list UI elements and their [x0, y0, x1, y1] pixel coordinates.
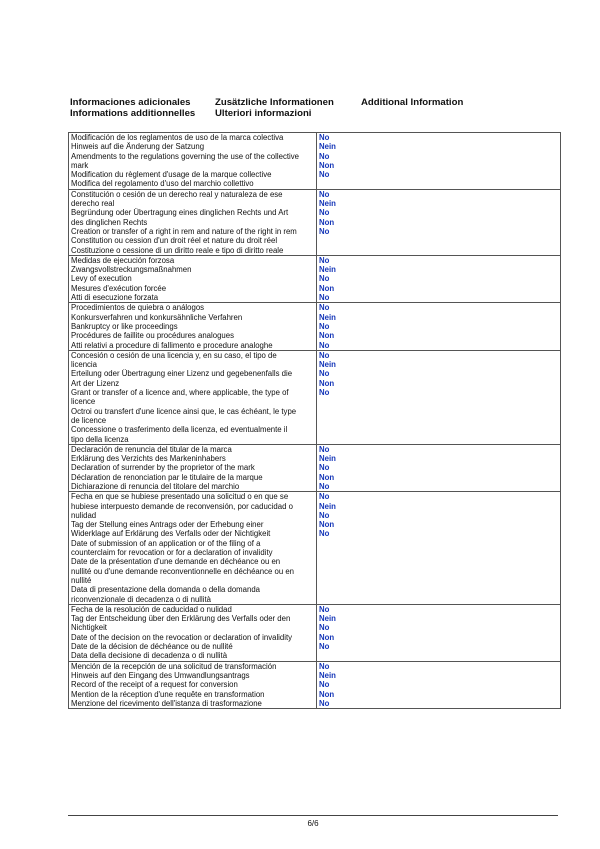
value-line: No	[319, 133, 330, 142]
value-line: Nein	[319, 312, 336, 322]
table-row	[69, 604, 561, 661]
value-line: No	[319, 226, 330, 236]
row-label-cell	[69, 189, 317, 255]
value-line: No	[319, 350, 330, 360]
value-line: Nein	[319, 142, 336, 152]
label-line: Modifica del regolamento d'uso del marchio collettivo	[71, 179, 254, 189]
value-line: Non	[319, 632, 335, 642]
label-line: Constitution ou cession d'un droit réel et nature du droit réel	[71, 236, 278, 246]
row-value-cell	[317, 350, 561, 444]
table-row	[69, 661, 561, 708]
label-line: Concessione o trasferimento della licenza, ed eventualmente il	[71, 425, 288, 435]
label-line: Data della decisione di decadenza o di nullità	[71, 651, 228, 661]
label-line: nullité	[71, 575, 92, 585]
label-line: Atti di esecuzione forzata	[71, 293, 159, 303]
label-line: Erteilung oder Übertragung einer Lizenz und gegebenenfalls die	[71, 369, 293, 379]
value-line: Nein	[319, 199, 336, 209]
label-line: Grant or transfer of a licence and, where applicable, the type of	[71, 388, 289, 398]
label-line: tipo della licenza	[71, 434, 129, 444]
value-line: No	[319, 492, 330, 502]
label-line: Mention de la réception d'une requête en transformation	[71, 689, 265, 699]
label-line: Costituzione o cessione di un diritto reale e tipo di diritto reale	[71, 245, 284, 255]
label-line: Mesures d'exécution forcée	[71, 283, 167, 293]
label-line: Declaration of surrender by the proprietor of the mark	[71, 463, 255, 473]
label-line: Amendments to the regulations governing the use of the collective	[71, 151, 299, 161]
value-line: Non	[319, 378, 335, 388]
header-line: Informaciones adicionales	[70, 97, 191, 108]
value-line: No	[319, 463, 330, 473]
table-row	[69, 444, 561, 491]
value-line: No	[319, 369, 330, 379]
label-line: Date of submission of an application or of the filing of a	[71, 538, 261, 548]
label-line: de licence	[71, 415, 107, 425]
value-line: Nein	[319, 670, 336, 680]
label-line: Art der Lizenz	[71, 378, 120, 388]
value-line: Non	[319, 217, 335, 227]
row-value-cell	[317, 255, 561, 302]
table-row	[69, 189, 561, 255]
value-line: Non	[319, 520, 335, 530]
label-line: Procédures de faillite ou procédures analogues	[71, 331, 234, 341]
label-line: Begründung oder Übertragung eines dinglichen Rechts und Art	[71, 208, 289, 218]
label-line: Fecha de la resolución de caducidad o nulidad	[71, 604, 232, 614]
value-line: Nein	[319, 614, 336, 624]
label-line: Widerklage auf Erklärung des Verfalls oder der Nichtigkeit	[71, 529, 271, 539]
label-line: counterclaim for revocation or for a declaration of invalidity	[71, 548, 273, 558]
value-line: Nein	[319, 454, 336, 464]
value-line: Non	[319, 160, 335, 170]
value-line: No	[319, 680, 330, 690]
table-row	[69, 492, 561, 605]
value-line: Nein	[319, 501, 336, 511]
row-value-cell	[317, 189, 561, 255]
table-row	[69, 350, 561, 444]
label-line: Tag der Entscheidung über den Erklärung des Verfalls oder den	[71, 614, 291, 624]
label-line: Dichiarazione di renuncia del titolare del marchio	[71, 481, 240, 491]
value-line: No	[319, 698, 330, 708]
row-value-cell	[317, 604, 561, 661]
label-line: Levy of execution	[71, 274, 132, 284]
label-line: Menzione del ricevimento dell'istanza di trasformazione	[71, 698, 262, 708]
value-line: No	[319, 255, 330, 265]
value-line: No	[319, 274, 330, 284]
row-label-cell	[69, 350, 317, 444]
table-row	[69, 133, 561, 190]
page-number: 6/6	[307, 819, 319, 828]
header-line: Zusätzliche Informationen	[215, 97, 334, 108]
section-header	[0, 97, 600, 123]
label-line: Mención de la recepción de una solicitud de transformación	[71, 661, 277, 671]
footer-divider	[68, 815, 558, 816]
header-es-fr	[70, 97, 195, 119]
label-line: Déclaration de renonciation par le titulaire de la marque	[71, 472, 263, 482]
label-line: Date of the decision on the revocation or declaration of invalidity	[71, 632, 293, 642]
label-line: Konkursverfahren und konkursähnliche Verfahren	[71, 312, 243, 322]
header-en	[361, 97, 463, 108]
value-line: No	[319, 208, 330, 218]
label-line: Hinweis auf die Änderung der Satzung	[71, 142, 205, 152]
label-line: derecho real	[71, 199, 115, 209]
label-line: Record of the receipt of a request for conversion	[71, 680, 238, 690]
row-value-cell	[317, 303, 561, 350]
header-line: Informations additionnelles	[70, 108, 196, 119]
label-line: Creation or transfer of a right in rem and nature of the right in rem	[71, 226, 297, 236]
label-line: Erklärung des Verzichts des Markeninhabers	[71, 454, 226, 464]
value-line: No	[319, 293, 330, 303]
value-line: No	[319, 642, 330, 652]
value-line: No	[319, 321, 330, 331]
label-line: Modificación de los reglamentos de uso de la marca colectiva	[71, 133, 284, 142]
label-line: Hinweis auf den Eingang des Umwandlungsantrags	[71, 670, 250, 680]
value-line: No	[319, 170, 330, 180]
label-line: Date de la décision de déchéance ou de nullité	[71, 642, 233, 652]
table-row	[69, 303, 561, 350]
value-line: Non	[319, 283, 335, 293]
label-line: Fecha en que se hubiese presentado una solicitud o en que se	[71, 492, 289, 502]
label-line: nulidad	[71, 510, 97, 520]
label-line: nullité ou d'une demande reconventionnelle en déchéance ou en	[71, 566, 295, 576]
value-line: No	[319, 189, 330, 199]
value-line: Non	[319, 472, 335, 482]
label-line: Date de la présentation d'une demande en déchéance ou en	[71, 557, 281, 567]
label-line: Procedimientos de quiebra o análogos	[71, 303, 205, 313]
value-line: No	[319, 444, 330, 454]
label-line: Medidas de ejecución forzosa	[71, 255, 175, 265]
label-line: Bankruptcy or like proceedings	[71, 321, 178, 331]
label-line: Tag der Stellung eines Antrags oder der Erhebung einer	[71, 520, 264, 530]
label-line: Zwangsvollstreckungsmaßnahmen	[71, 265, 192, 275]
value-line: No	[319, 623, 330, 633]
value-line: Non	[319, 331, 335, 341]
label-line: Data di presentazione della domanda o della domanda	[71, 585, 260, 595]
row-label-cell	[69, 444, 317, 491]
label-line: Octroi ou transfert d'une licence ainsi que, le cas échéant, le type	[71, 406, 297, 416]
label-line: riconvenzionale di decadenza o di nullità	[71, 594, 212, 604]
label-line: licence	[71, 397, 96, 407]
header-line: Additional Information	[361, 97, 464, 108]
row-label-cell	[69, 604, 317, 661]
label-line: Modification du règlement d'usage de la marque collective	[71, 170, 272, 180]
label-line: licencia	[71, 360, 98, 370]
row-value-cell	[317, 133, 561, 190]
value-line: No	[319, 529, 330, 539]
row-value-cell	[317, 492, 561, 605]
value-line: No	[319, 604, 330, 614]
value-line: No	[319, 388, 330, 398]
label-line: des dinglichen Rechts	[71, 217, 148, 227]
table-row	[69, 255, 561, 302]
value-line: No	[319, 661, 330, 671]
header-line: Ulteriori informazioni	[215, 108, 312, 119]
value-line: No	[319, 510, 330, 520]
value-line: No	[319, 303, 330, 313]
label-line: Nichtigkeit	[71, 623, 107, 633]
label-line: mark	[71, 160, 89, 170]
row-label-cell	[69, 661, 317, 708]
value-line: No	[319, 151, 330, 161]
value-line: No	[319, 340, 330, 350]
value-line: No	[319, 481, 330, 491]
row-value-cell	[317, 661, 561, 708]
label-line: Concesión o cesión de una licencia y, en su caso, el tipo de	[71, 350, 277, 360]
value-line: Nein	[319, 360, 336, 370]
label-line: Constitución o cesión de un derecho real y naturaleza de ese	[71, 189, 283, 199]
label-line: Atti relativi a procedure di fallimento e procedure analoghe	[71, 340, 273, 350]
row-value-cell	[317, 444, 561, 491]
row-label-cell	[69, 492, 317, 605]
row-label-cell	[69, 133, 317, 190]
additional-information-table	[68, 132, 561, 709]
label-line: Declaración de renuncia del titular de la marca	[71, 444, 232, 454]
row-label-cell	[69, 303, 317, 350]
label-line: hubiese interpuesto demande de reconvensión, por caducidad o	[71, 501, 293, 511]
row-label-cell	[69, 255, 317, 302]
value-line: Nein	[319, 265, 336, 275]
header-de-it	[215, 97, 334, 119]
value-line: Non	[319, 689, 335, 699]
